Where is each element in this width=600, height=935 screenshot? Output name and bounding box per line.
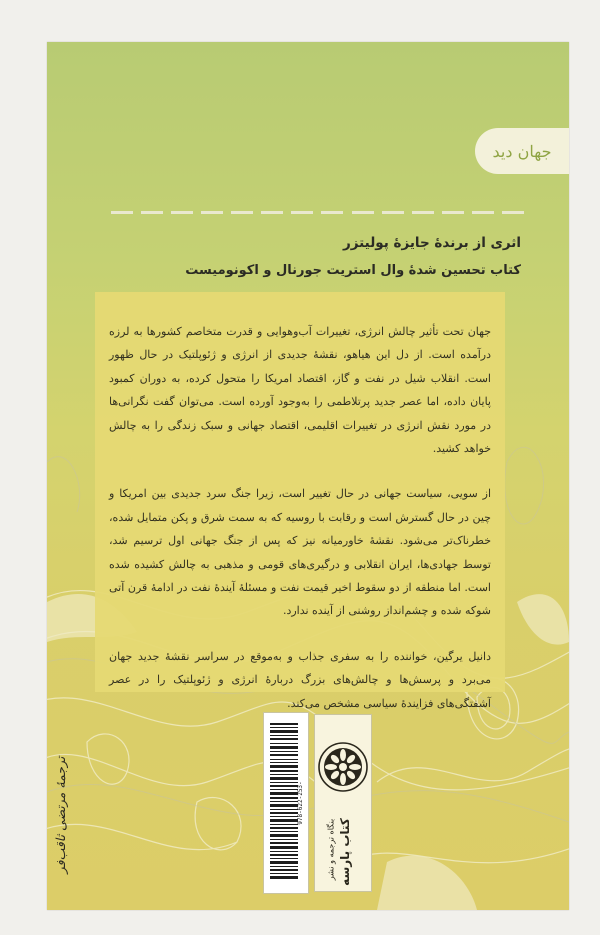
publisher-name: کتاب پارسه bbox=[338, 818, 352, 886]
series-label: جهان دید bbox=[492, 141, 552, 161]
series-badge bbox=[475, 128, 569, 174]
book-back-cover bbox=[47, 42, 569, 910]
publisher-block bbox=[314, 714, 372, 892]
award-headline bbox=[101, 232, 521, 284]
headline-line-1: اثری از برندهٔ جایزهٔ پولیتزر bbox=[343, 235, 521, 251]
decorative-dash-divider bbox=[111, 211, 524, 214]
blurb-paragraph: دانیل یرگین، خواننده را به سفری جذاب و به‌موقع در سراسر نقشهٔ جدید جهان می‌برد و پرسش‌ها و چالش‌های بزرگ دربارهٔ انرژی و ژئوپلتیک را در عصر آشفتگی‌های فزایندهٔ سیاسی مشخص می‌کند. bbox=[109, 649, 491, 710]
publisher-label bbox=[315, 818, 371, 886]
publisher-tagline: بنگاه ترجمه و نشر bbox=[326, 818, 336, 881]
blurb-box bbox=[95, 292, 505, 710]
persian-emblem-icon bbox=[315, 715, 371, 819]
barcode-number: 978-622-253- bbox=[297, 781, 304, 825]
blurb-paragraph: جهان تحت تأثیر چالش انرژی، تغییرات آب‌وهوایی و قدرت متخاصم کشورها به لرزه درآمده است. از دل این هیاهو، نقشهٔ جدیدی از انرژی و ژئوپلتیک در حال ظهور است. انقلاب شیل در نفت و گاز، اقتصاد امریکا را متحول کرده، به دوران کمبود پایان داده، اما عصر جدید پرتلاطمی را به‌وجود آورده است. می‌توان گفت نگرانی‌ها در مورد نقش انرژی در تغییرات اقلیمی، اقتصاد جهانی و سبک زندگی را به چالش خواهد کشید. bbox=[109, 325, 491, 456]
blurb-paragraph: از سویی، سیاست جهانی در حال تغییر است، زیرا جنگ سرد جدیدی بین امریکا و چین در حال گسترش است و رقابت با روسیه که به سمت شرق و پکن متمایل شده، خطرناک‌تر می‌شود. نقشهٔ خاورمیانه نیز که پس از جنگ جهانی اول ترسیم شد، توسط جهادی‌ها، ایران انقلابی و درگیری‌های قومی و مذهبی به چالش کشیده شده است. اما منطقه از دو سقوط اخیر قیمت نفت و مسئلهٔ آیندهٔ نفت در ادامهٔ قرن آتی شوکه شده و چشم‌انداز روشنی از آینده ندارد. bbox=[109, 487, 491, 618]
barcode bbox=[263, 712, 309, 894]
barcode-icon bbox=[264, 713, 308, 893]
translator-credit: ترجمهٔ مرتضی ثاقب‌فر bbox=[53, 756, 68, 874]
headline-line-2: کتاب تحسین شدهٔ وال استریت جورنال و اکونومیست bbox=[185, 263, 521, 278]
